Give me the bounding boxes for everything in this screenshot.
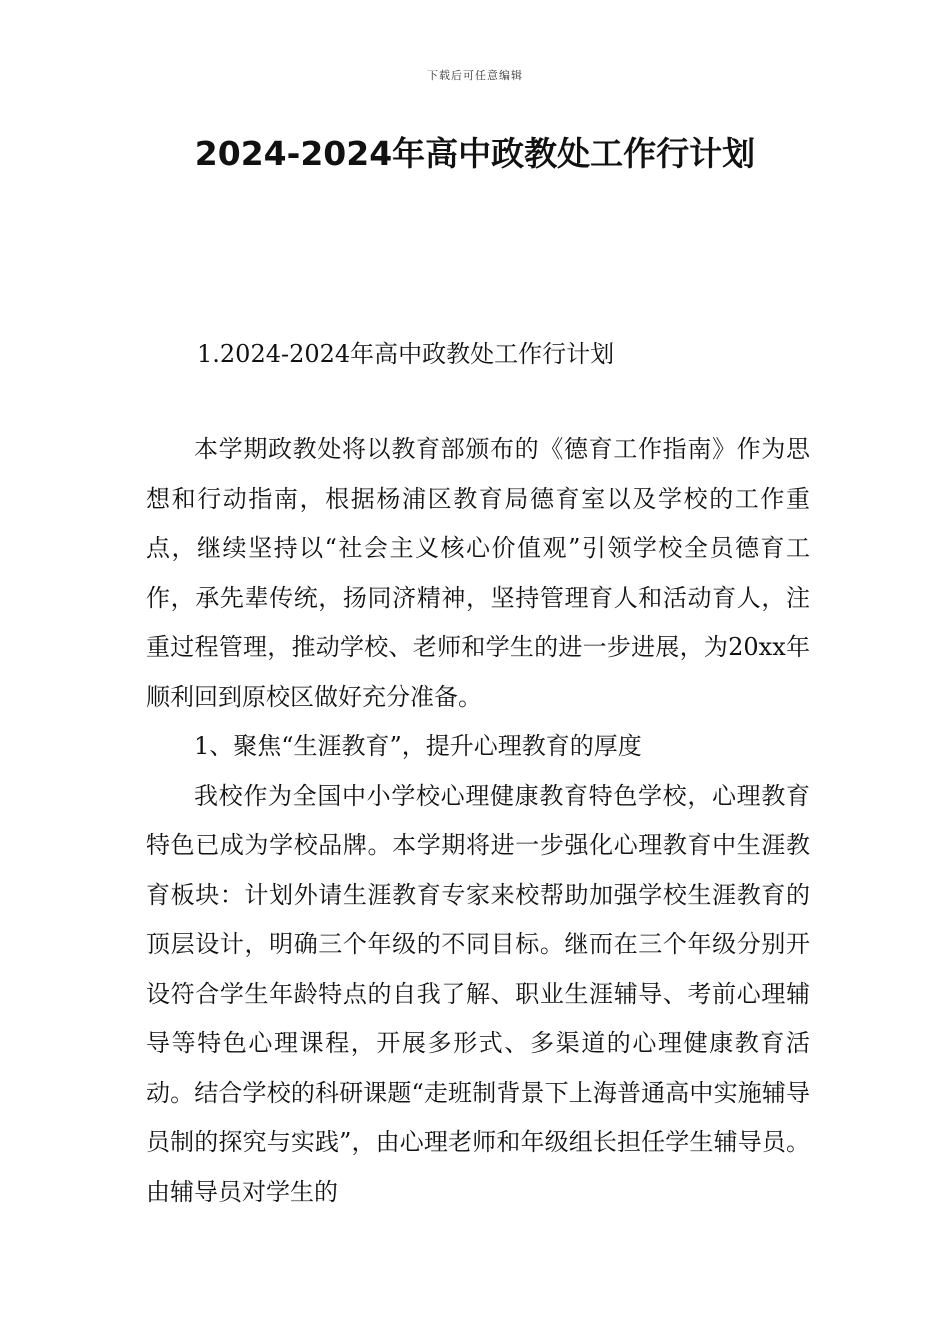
document-title: 2024-2024年高中政教处工作行计划: [194, 134, 756, 173]
document-body: [146, 425, 810, 1217]
section-heading-1: 1、聚焦“生涯教育”，提升心理教育的厚度: [194, 732, 642, 760]
section-title: 1.2024-2024年高中政教处工作行计划: [197, 340, 615, 368]
body-paragraph-intro: 本学期政教处将以教育部颁布的《德育工作指南》作为思想和行动指南，根据杨浦区教育局德育室以及学校的工作重点，继续坚持以“社会主义核心价值观”引领学校全员德育工作，承先辈传统，扬同济精神，坚持管理育人和活动育人，注重过程管理，推动学校、老师和学生的进一步进展，为20xx年顺利回到原校区做好充分准备。: [146, 435, 810, 711]
body-paragraph-1: 我校作为全国中小学校心理健康教育特色学校，心理教育特色已成为学校品牌。本学期将进一步强化心理教育中生涯教育板块：计划外请生涯教育专家来校帮助加强学校生涯教育的顶层设计，明确三个年级的不同目标。继而在三个年级分别开设符合学生年龄特点的自我了解、职业生涯辅导、考前心理辅导等特色心理课程，开展多形式、多渠道的心理健康教育活动。结合学校的科研课题“走班制背景下上海普通高中实施辅导员制的探究与实践”，由心理老师和年级组长担任学生辅导员。由辅导员对学生的: [146, 781, 810, 1206]
header-note: 下载后可任意编辑: [427, 69, 523, 82]
